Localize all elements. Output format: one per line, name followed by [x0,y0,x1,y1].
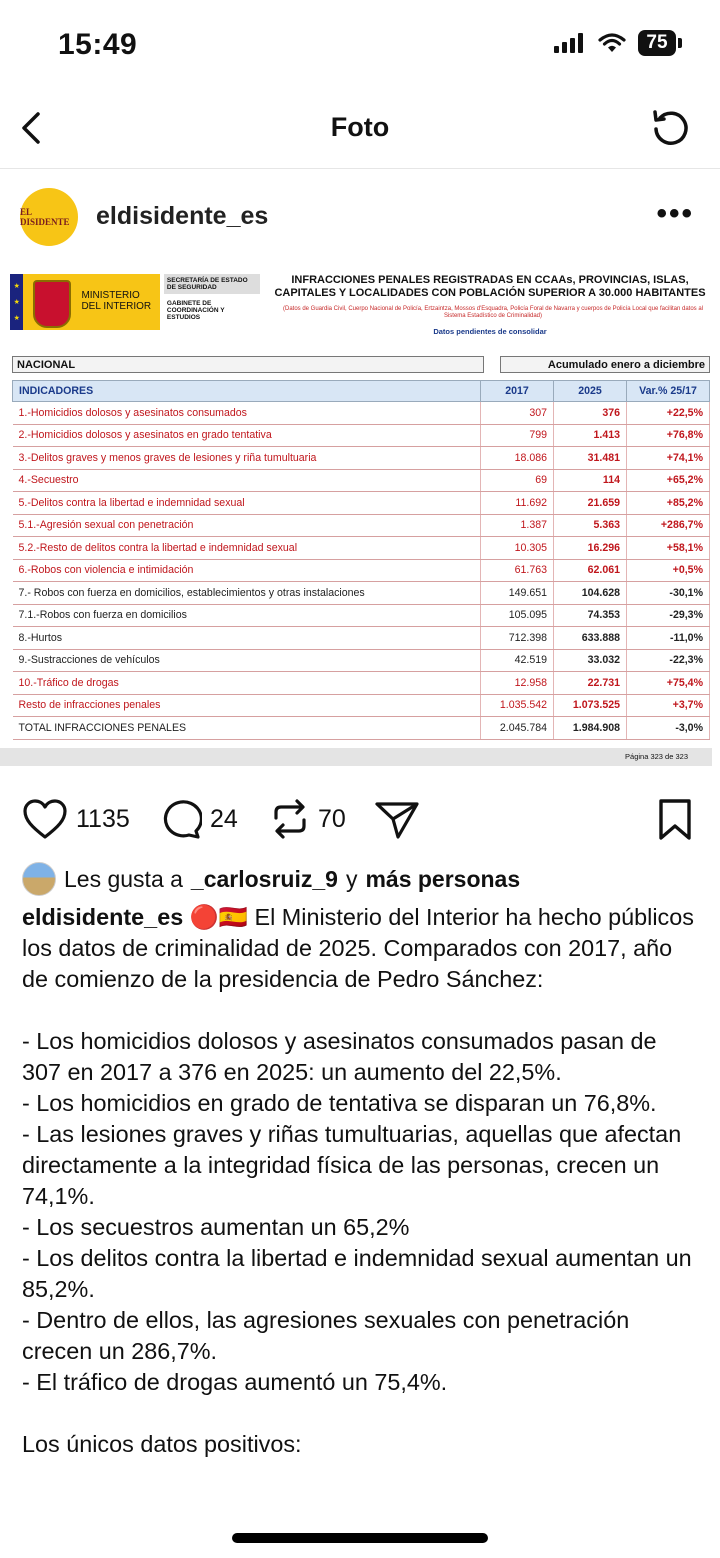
table-cell-var: -22,3% [627,649,710,672]
more-options-button[interactable]: ••• [656,197,694,230]
coat-of-arms-icon [33,280,71,328]
comment-icon[interactable] [158,798,202,840]
table-cell-v2017: 10.305 [481,537,554,560]
table-cell-v2025: 22.731 [554,672,627,695]
table-row [13,694,710,717]
table-cell-v2017: 69 [481,469,554,492]
repost-count: 70 [318,804,346,833]
post-caption [22,902,702,1460]
status-icons [554,30,682,56]
table-row [13,537,710,560]
table-cell-label: 4.-Secuestro [13,469,481,492]
table-cell-v2017: 1.387 [481,514,554,537]
avatar[interactable] [20,188,78,246]
comment-action[interactable] [158,798,238,840]
table-cell-v2017: 18.086 [481,447,554,470]
table-cell-var: +74,1% [627,447,710,470]
table-cell-v2025: 62.061 [554,559,627,582]
table-header: 2025 [554,381,627,402]
table-cell-var: +76,8% [627,424,710,447]
table-cell-label: TOTAL INFRACCIONES PENALES [13,717,481,740]
table-cell-var: +58,1% [627,537,710,560]
like-count: 1135 [76,804,130,833]
repost-icon[interactable] [270,798,310,840]
table-row [13,514,710,537]
post-header [0,178,720,260]
table-cell-v2025: 1.413 [554,424,627,447]
crime-table [12,380,710,740]
table-cell-v2017: 149.651 [481,582,554,605]
table-row [13,424,710,447]
table-cell-v2017: 799 [481,424,554,447]
table-cell-var: +22,5% [627,402,710,425]
table-cell-v2025: 5.363 [554,514,627,537]
post-actions [0,790,720,850]
table-cell-var: +3,7% [627,694,710,717]
post-photo[interactable] [0,262,720,770]
table-cell-label: 7.1.-Robos con fuerza en domicilios [13,604,481,627]
liked-by[interactable] [22,862,520,896]
table-row [13,402,710,425]
table-cell-label: 3.-Delitos graves y menos graves de lesiones y riña tumultuaria [13,447,481,470]
table-cell-v2017: 1.035.542 [481,694,554,717]
table-cell-var: -30,1% [627,582,710,605]
table-cell-label: 6.-Robos con violencia e intimidación [13,559,481,582]
caption-emoji: 🔴🇪🇸 [189,904,248,930]
battery-icon [638,30,682,56]
liker-avatar [22,862,56,896]
table-cell-v2025: 1.984.908 [554,717,627,740]
signal-icon [554,33,586,53]
caption-text: El Ministerio del Interior ha hecho públicos los datos de criminalidad de 2025. Comparados con 2017, año de comienzo de la presidencia de Pedro Sánchez: - Los homicidios dolosos y asesinatos consumados pasan de 307 en 2017 a 376 en 2025: un aumento del 22,5%. - Los homicidios en grado de tentativa se disparan un 76,8%. - Las lesiones graves y riñas tumultuarias, aquellas que afectan directamente a la integridad física de las personas, crecen un 74,1%. - Los secuestros aumentan un 65,2% - Los delitos contra la libertad e indemnidad sexual aumentan un 85,2%. - Dentro de ellos, las agresiones sexuales con penetración crecen un 286,7%. - El tráfico de drogas aumentó un 75,4%. Los únicos datos positivos: [22,904,694,1457]
table-header: Var.% 25/17 [627,381,710,402]
status-time: 15:49 [58,28,138,61]
repost-action[interactable] [270,798,346,840]
gabinete-label: GABINETE DE COORDINACIÓN Y ESTUDIOS [166,300,225,321]
period-label: Acumulado enero a diciembre [500,356,710,373]
ministry-name: MINISTERIO DEL INTERIOR [81,290,152,312]
table-cell-label: 1.-Homicidios dolosos y asesinatos consumados [13,402,481,425]
table-cell-label: 5.2.-Resto de delitos contra la libertad e indemnidad sexual [13,537,481,560]
table-cell-v2025: 21.659 [554,492,627,515]
report-sources: (Datos de Guardia Civil, Cuerpo Nacional de Policía, Ertzaintza, Mossos d'Esquadra, Policía Foral de Navarra y cuerpos de Policía Local que facilitan datos al Sistema Estadístico de Criminalidad) [282,306,704,319]
page-title: Foto [330,112,390,142]
ministry-logo [10,274,260,332]
table-row [13,604,710,627]
table-cell-v2025: 74.353 [554,604,627,627]
table-cell-v2017: 12.958 [481,672,554,695]
liked-by-prefix: Les gusta a [64,865,183,892]
table-row [13,469,710,492]
wifi-icon [598,33,626,53]
like-action[interactable] [22,798,130,840]
refresh-icon[interactable] [648,105,694,151]
table-cell-label: 7.- Robos con fuerza en domicilios, establecimientos y otras instalaciones [13,582,481,605]
table-cell-v2025: 633.888 [554,627,627,650]
table-row [13,672,710,695]
table-cell-v2017: 2.045.784 [481,717,554,740]
table-cell-var: -11,0% [627,627,710,650]
table-cell-label: 2.-Homicidios dolosos y asesinatos en grado tentativa [13,424,481,447]
table-row [13,582,710,605]
status-bar [0,0,720,90]
table-cell-var: -3,0% [627,717,710,740]
post-username[interactable]: eldisidente_es [96,202,269,230]
secretaria-label: SECRETARÍA DE ESTADO DE SEGURIDAD [164,274,260,294]
table-row [13,627,710,650]
region-label: NACIONAL [12,356,484,373]
table-cell-label: 8.-Hurtos [13,627,481,650]
table-cell-var: -29,3% [627,604,710,627]
home-indicator [232,1533,488,1543]
table-cell-label: Resto de infracciones penales [13,694,481,717]
table-header: 2017 [481,381,554,402]
table-cell-var: +75,4% [627,672,710,695]
avatar-label: EL DISIDENTE [20,207,70,227]
table-cell-v2017: 42.519 [481,649,554,672]
caption-username[interactable]: eldisidente_es [22,904,184,930]
battery-level: 75 [638,30,676,56]
table-row [13,447,710,470]
table-cell-v2017: 11.692 [481,492,554,515]
share-icon[interactable] [374,800,420,840]
table-cell-label: 10.-Tráfico de drogas [13,672,481,695]
table-cell-var: +0,5% [627,559,710,582]
table-cell-var: +286,7% [627,514,710,537]
liked-by-joiner: y [345,865,358,892]
eu-flag-icon: ★ ★ ★ [10,274,23,330]
table-cell-label: 9.-Sustracciones de vehículos [13,649,481,672]
table-cell-label: 5.-Delitos contra la libertad e indemnidad sexual [13,492,481,515]
table-cell-v2025: 31.481 [554,447,627,470]
comment-count: 24 [210,804,238,833]
page-number: Página 323 de 323 [0,748,712,766]
liked-by-others[interactable]: más personas [365,865,521,892]
table-cell-v2017: 712.398 [481,627,554,650]
table-cell-label: 5.1.-Agresión sexual con penetración [13,514,481,537]
report-pending-note: Datos pendientes de consolidar [433,327,547,336]
table-row [13,492,710,515]
table-cell-v2025: 114 [554,469,627,492]
table-cell-v2017: 61.763 [481,559,554,582]
table-cell-v2025: 104.628 [554,582,627,605]
liked-by-user[interactable]: _carlosruiz_9 [190,865,338,892]
table-row [13,717,710,740]
table-cell-var: +65,2% [627,469,710,492]
table-cell-var: +85,2% [627,492,710,515]
table-cell-v2017: 307 [481,402,554,425]
table-cell-v2025: 33.032 [554,649,627,672]
table-row [13,559,710,582]
table-header: INDICADORES [13,381,481,402]
table-cell-v2025: 1.073.525 [554,694,627,717]
table-row [13,649,710,672]
nav-bar [0,90,720,169]
table-cell-v2025: 376 [554,402,627,425]
heart-icon[interactable] [22,798,68,840]
table-cell-v2017: 105.095 [481,604,554,627]
bookmark-icon[interactable] [656,798,694,842]
report-title: INFRACCIONES PENALES REGISTRADAS EN CCAAs, PROVINCIAS, ISLAS, CAPITALES Y LOCALIDADES CON POBLACIÓN SUPERIOR A 30.000 HABITANTES [274,274,706,299]
table-cell-v2025: 16.296 [554,537,627,560]
